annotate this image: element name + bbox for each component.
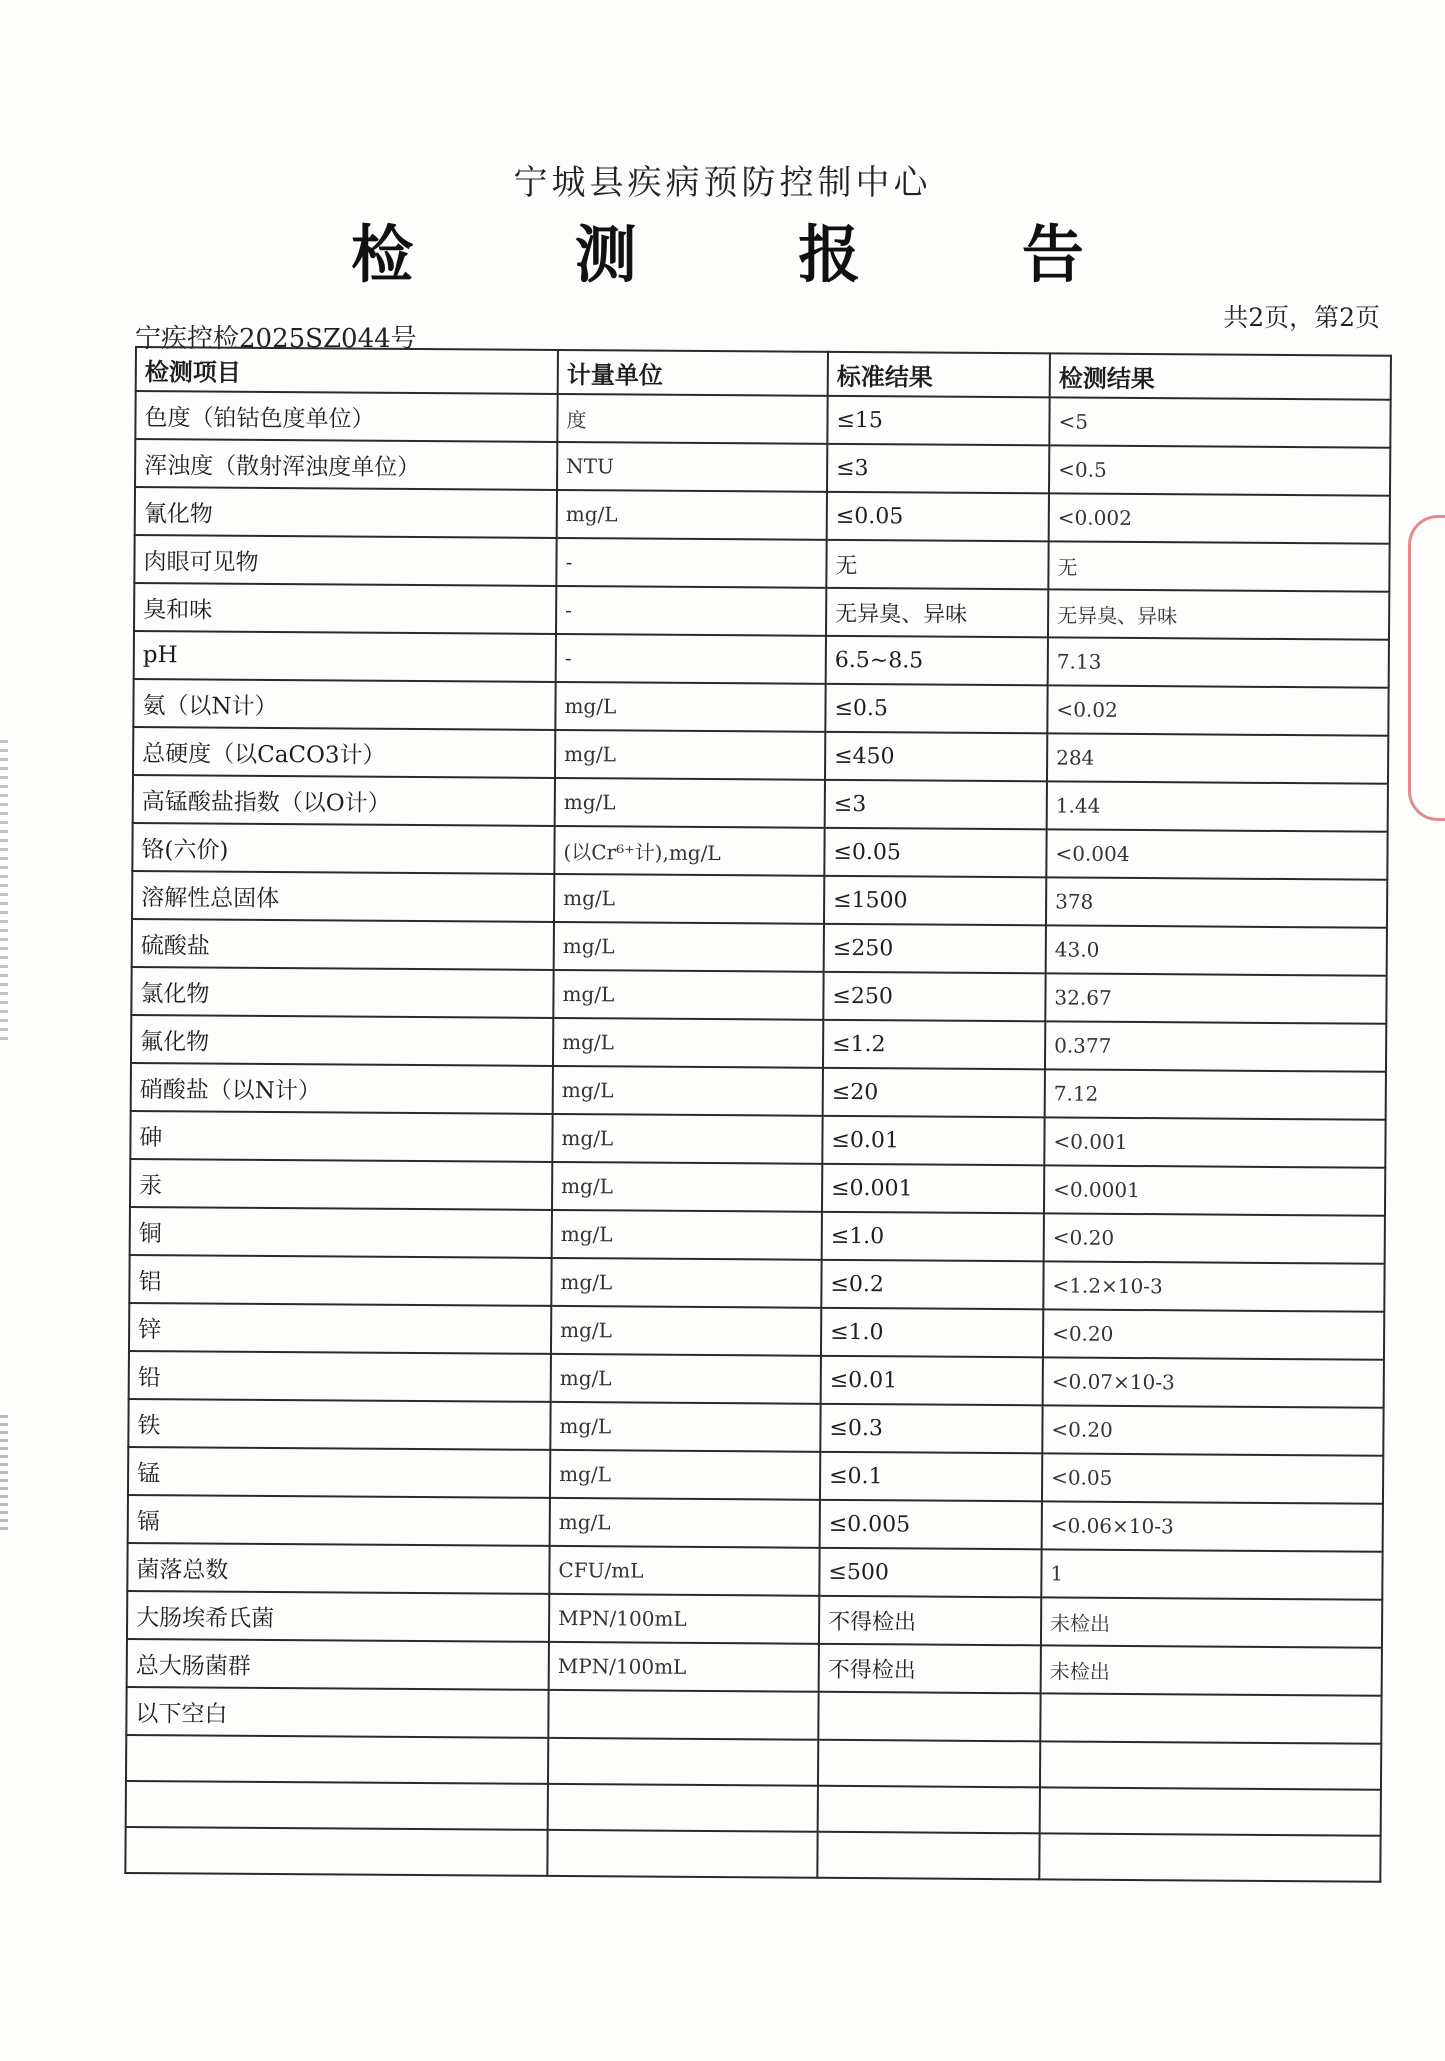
- cell-item: 高锰酸盐指数（以O计）: [133, 775, 555, 826]
- cell-item: [126, 1781, 548, 1830]
- cell-unit: CFU/mL: [549, 1546, 819, 1596]
- cell-result: 7.12: [1045, 1069, 1386, 1119]
- table-row: [129, 1255, 1384, 1312]
- cell-unit: mg/L: [553, 970, 823, 1020]
- table-row: [134, 535, 1389, 592]
- cell-unit: mg/L: [551, 1306, 821, 1356]
- cell-standard: ≤15: [827, 396, 1049, 446]
- table-row: [134, 583, 1389, 640]
- cell-item: pH: [134, 631, 556, 682]
- cell-result: 43.0: [1046, 925, 1387, 975]
- cell-item: 汞: [130, 1159, 552, 1210]
- cell-result: <0.06×10-3: [1042, 1501, 1383, 1551]
- table-row: [135, 439, 1390, 496]
- cell-standard: ≤3: [827, 444, 1049, 494]
- table-row: [125, 1827, 1380, 1882]
- table-row: [130, 1159, 1385, 1216]
- table-row: [127, 1639, 1382, 1696]
- cell-unit: mg/L: [554, 922, 824, 972]
- cell-unit: mg/L: [552, 1162, 822, 1212]
- cell-unit: mg/L: [550, 1450, 820, 1500]
- cell-unit: [548, 1784, 818, 1832]
- cell-result: 未检出: [1041, 1597, 1382, 1647]
- cell-result: <0.20: [1043, 1309, 1384, 1359]
- cell-result: <0.0001: [1044, 1165, 1385, 1215]
- cell-result: <0.5: [1049, 445, 1390, 495]
- table-row: [134, 631, 1389, 688]
- cell-unit: -: [556, 538, 826, 588]
- cell-item: 菌落总数: [127, 1543, 549, 1594]
- table-body: [125, 391, 1390, 1882]
- table-row: [131, 967, 1386, 1024]
- cell-unit: mg/L: [551, 1258, 821, 1308]
- cell-unit: [547, 1830, 817, 1878]
- cell-item: 铬(六价): [132, 823, 554, 874]
- cell-result: [1039, 1833, 1380, 1881]
- cell-item: 总硬度（以CaCO3计）: [133, 727, 555, 778]
- cell-item: 肉眼可见物: [134, 535, 556, 586]
- table-row: [128, 1447, 1383, 1504]
- table-row: [130, 1207, 1385, 1264]
- cell-result: <5: [1049, 397, 1390, 447]
- cell-standard: 无: [826, 540, 1048, 590]
- table-row: [127, 1543, 1382, 1600]
- cell-result: <0.20: [1044, 1213, 1385, 1263]
- organization-name: 宁城县疾病预防控制中心: [513, 163, 932, 203]
- cell-unit: (以Cr⁶⁺计),mg/L: [554, 826, 824, 876]
- cell-standard: ≤1.0: [822, 1212, 1044, 1262]
- cell-result: <0.002: [1049, 493, 1390, 543]
- cell-standard: ≤1.0: [821, 1308, 1043, 1358]
- cell-result: [1040, 1741, 1381, 1789]
- cell-unit: -: [556, 634, 826, 684]
- cell-standard: ≤0.05: [824, 828, 1046, 878]
- cell-result: 32.67: [1045, 973, 1386, 1023]
- cell-item: 总大肠菌群: [127, 1639, 549, 1690]
- cell-item: 色度（铂钴色度单位）: [135, 391, 557, 442]
- cell-item: 氨（以N计）: [133, 679, 555, 730]
- report-number: 宁疾控检2025SZ044号: [135, 324, 417, 354]
- cell-item: 锌: [129, 1303, 551, 1354]
- table-row: [135, 391, 1390, 448]
- cell-result: 7.13: [1048, 637, 1389, 687]
- cell-unit: mg/L: [554, 874, 824, 924]
- table-row: [133, 775, 1388, 832]
- cell-standard: ≤450: [825, 732, 1047, 782]
- cell-result: 1.44: [1047, 781, 1388, 831]
- cell-item: 氯化物: [131, 967, 553, 1018]
- cell-standard: ≤0.05: [827, 492, 1049, 542]
- cell-result: [1040, 1787, 1381, 1835]
- cell-unit: mg/L: [550, 1402, 820, 1452]
- cell-standard: [818, 1692, 1040, 1742]
- cell-standard: ≤1500: [824, 876, 1046, 926]
- cell-unit: mg/L: [550, 1498, 820, 1548]
- column-header-standard: 标准结果: [828, 352, 1050, 398]
- cell-result: 378: [1046, 877, 1387, 927]
- cell-item: 铅: [129, 1351, 551, 1402]
- cell-standard: ≤20: [823, 1068, 1045, 1118]
- cell-result: <0.07×10-3: [1043, 1357, 1384, 1407]
- cell-result: [1040, 1693, 1381, 1743]
- cell-unit: mg/L: [551, 1354, 821, 1404]
- column-header-unit: 计量单位: [558, 350, 828, 396]
- table-row: [129, 1351, 1384, 1408]
- table-row: [132, 823, 1387, 880]
- cell-item: 硫酸盐: [132, 919, 554, 970]
- cell-unit: mg/L: [555, 730, 825, 780]
- table-row: [131, 1015, 1386, 1072]
- cell-standard: ≤500: [819, 1548, 1041, 1598]
- cell-unit: NTU: [557, 442, 827, 492]
- cell-standard: ≤1.2: [823, 1020, 1045, 1070]
- cell-result: <0.05: [1042, 1453, 1383, 1503]
- scan-artifact: [0, 1415, 8, 1535]
- cell-standard: [817, 1832, 1039, 1880]
- table-row: [128, 1495, 1383, 1552]
- table-row: [129, 1303, 1384, 1360]
- cell-standard: ≤0.2: [821, 1260, 1043, 1310]
- cell-item: [126, 1735, 548, 1784]
- cell-standard: 无异臭、异味: [826, 588, 1048, 638]
- cell-standard: ≤0.1: [820, 1452, 1042, 1502]
- cell-unit: [548, 1690, 818, 1740]
- cell-item: 以下空白: [126, 1687, 548, 1738]
- cell-result: 无异臭、异味: [1048, 589, 1389, 639]
- cell-standard: ≤250: [823, 972, 1045, 1022]
- table-row: [135, 487, 1390, 544]
- cell-standard: 不得检出: [819, 1596, 1041, 1646]
- table-row: [133, 679, 1388, 736]
- cell-item: 臭和味: [134, 583, 556, 634]
- cell-standard: [818, 1740, 1040, 1788]
- column-header-item: 检测项目: [136, 347, 558, 394]
- cell-item: 铜: [130, 1207, 552, 1258]
- cell-result: 0.377: [1045, 1021, 1386, 1071]
- cell-result: 1: [1041, 1549, 1382, 1599]
- cell-unit: [548, 1738, 818, 1786]
- cell-item: 氰化物: [135, 487, 557, 538]
- cell-item: 硝酸盐（以N计）: [131, 1063, 553, 1114]
- cell-item: 氟化物: [131, 1015, 553, 1066]
- table-row: [133, 727, 1388, 784]
- cell-unit: mg/L: [553, 1066, 823, 1116]
- table-row: [126, 1687, 1381, 1744]
- cell-unit: mg/L: [553, 1018, 823, 1068]
- cell-unit: 度: [557, 394, 827, 444]
- table-row: [128, 1399, 1383, 1456]
- cell-unit: mg/L: [557, 490, 827, 540]
- cell-item: 锰: [128, 1447, 550, 1498]
- cell-unit: mg/L: [552, 1210, 822, 1260]
- page-count: 共2页，第2页: [1223, 303, 1380, 332]
- cell-standard: ≤250: [824, 924, 1046, 974]
- cell-standard: [818, 1786, 1040, 1834]
- results-table: [124, 346, 1392, 1883]
- cell-standard: ≤3: [825, 780, 1047, 830]
- table-row: [131, 1063, 1386, 1120]
- document-title: 检 测 报 告: [351, 218, 1154, 291]
- cell-standard: ≤0.005: [820, 1500, 1042, 1550]
- red-seal-stamp: [1408, 515, 1445, 821]
- cell-unit: mg/L: [555, 778, 825, 828]
- cell-standard: ≤0.3: [820, 1404, 1042, 1454]
- cell-result: <0.02: [1047, 685, 1388, 735]
- table-row: [132, 871, 1387, 928]
- cell-result: <0.001: [1044, 1117, 1385, 1167]
- column-header-result: 检测结果: [1050, 353, 1391, 399]
- cell-unit: -: [556, 586, 826, 636]
- cell-item: 砷: [130, 1111, 552, 1162]
- cell-item: 浑浊度（散射浑浊度单位）: [135, 439, 557, 490]
- cell-item: 铝: [129, 1255, 551, 1306]
- cell-standard: 6.5~8.5: [826, 636, 1048, 686]
- cell-unit: mg/L: [555, 682, 825, 732]
- cell-result: <0.004: [1046, 829, 1387, 879]
- cell-standard: ≤0.001: [822, 1164, 1044, 1214]
- cell-item: 大肠埃希氏菌: [127, 1591, 549, 1642]
- cell-standard: ≤0.01: [822, 1116, 1044, 1166]
- scan-artifact: [0, 740, 8, 1040]
- cell-result: 未检出: [1041, 1645, 1382, 1695]
- cell-item: [125, 1827, 547, 1876]
- table-row: [132, 919, 1387, 976]
- cell-item: 溶解性总固体: [132, 871, 554, 922]
- cell-standard: ≤0.5: [825, 684, 1047, 734]
- cell-unit: mg/L: [552, 1114, 822, 1164]
- cell-standard: 不得检出: [819, 1644, 1041, 1694]
- cell-item: 镉: [128, 1495, 550, 1546]
- cell-item: 铁: [128, 1399, 550, 1450]
- table-row: [130, 1111, 1385, 1168]
- table-row: [127, 1591, 1382, 1648]
- cell-unit: MPN/100mL: [549, 1642, 819, 1692]
- cell-result: <0.20: [1042, 1405, 1383, 1455]
- cell-result: 无: [1048, 541, 1389, 591]
- cell-standard: ≤0.01: [821, 1356, 1043, 1406]
- cell-result: <1.2×10-3: [1043, 1261, 1384, 1311]
- cell-result: 284: [1047, 733, 1388, 783]
- cell-unit: MPN/100mL: [549, 1594, 819, 1644]
